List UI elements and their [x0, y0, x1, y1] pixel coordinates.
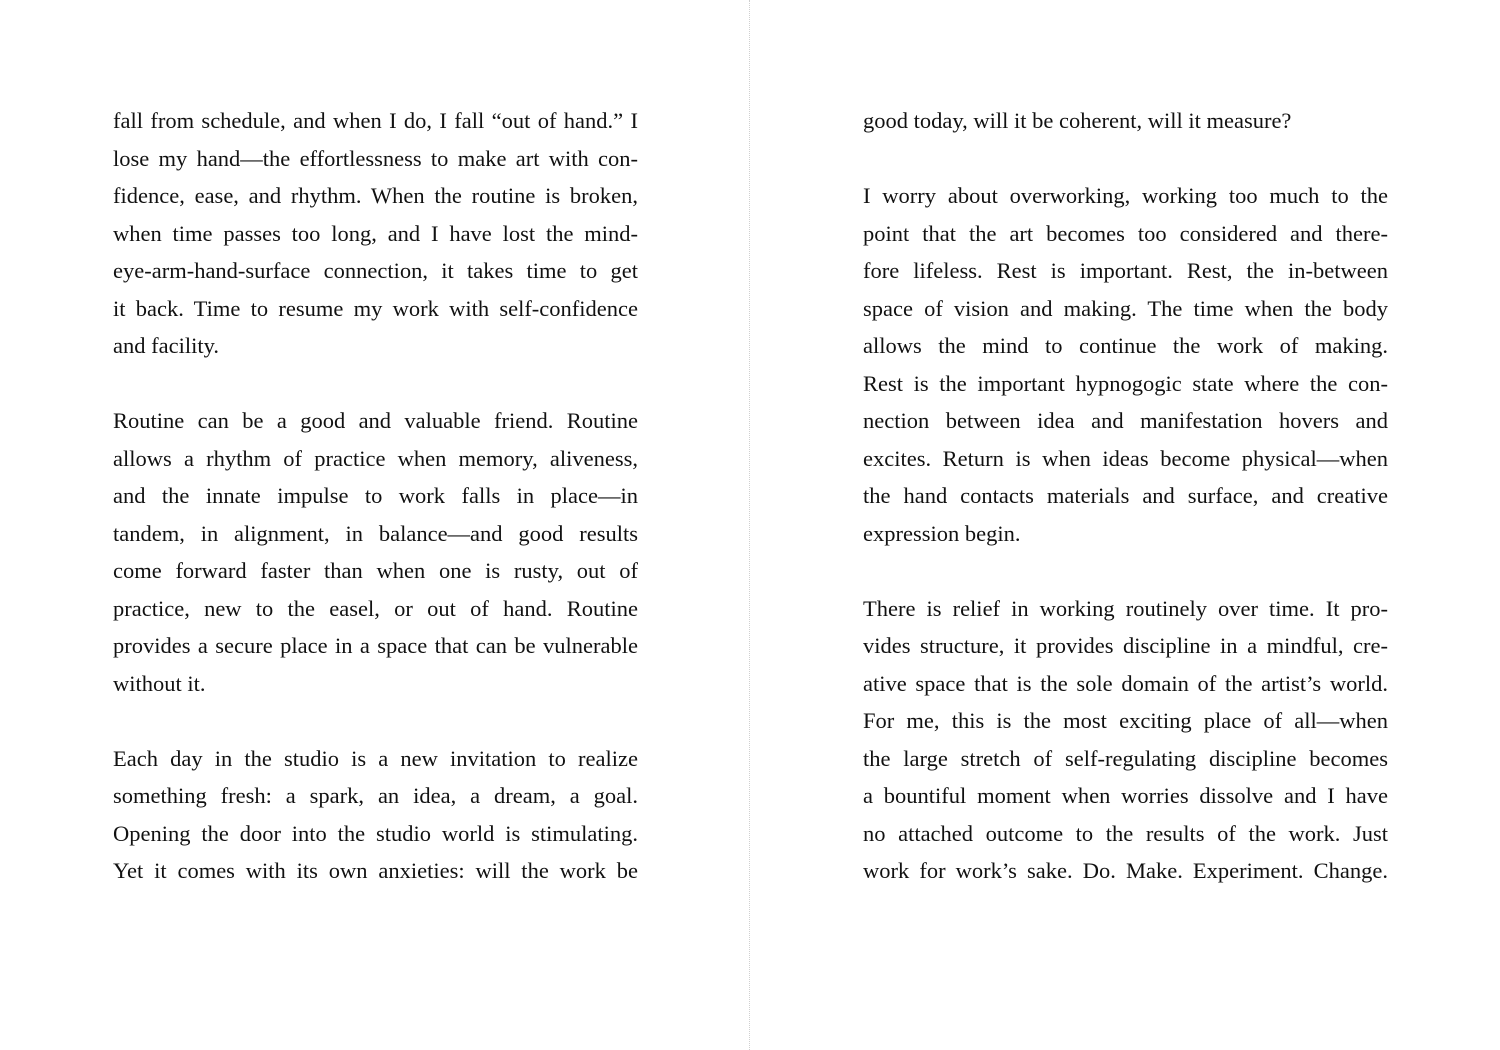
paragraph-break [113, 702, 638, 740]
text-line: Yet it comes with its own anxieties: will the work be [113, 858, 638, 883]
text-line: provides a secure place in a space that can be vulnerable [113, 633, 638, 658]
text-line: Each day in the studio is a new invitation to realize [113, 745, 638, 771]
text-line: eye-arm-hand-surface connection, it takes time to get [113, 258, 638, 283]
text-line: tandem, in alignment, in balance—and good results [113, 520, 638, 546]
text-line: fidence, ease, and rhythm. When the routine is broken, [113, 183, 638, 208]
text-line: no attached outcome to the results of the work. Just [863, 820, 1388, 846]
text-line: I worry about overworking, working too much to the [863, 183, 1388, 208]
text-line: and facility. [113, 333, 219, 358]
text-line: when time passes too long, and I have lost the mind- [113, 220, 638, 246]
text-line: Rest is the important hypnogogic state where the con- [863, 370, 1388, 396]
paragraph-break [863, 552, 1388, 590]
text-line: ative space that is the sole domain of the artist’s world. [863, 670, 1388, 696]
right-page-text [863, 102, 1388, 890]
right-page [750, 0, 1500, 1050]
text-line: Opening the door into the studio world is stimulating. [113, 820, 638, 846]
text-line: the large stretch of self-regulating discipline becomes [863, 745, 1388, 771]
text-line: work for work’s sake. Do. Make. Experiment. Change. [863, 858, 1388, 883]
paragraph-break [863, 140, 1388, 178]
text-line: For me, this is the most exciting place of all—when [863, 708, 1388, 733]
text-line: There is relief in working routinely over time. It pro- [863, 595, 1388, 621]
text-line: allows the mind to continue the work of making. [863, 333, 1388, 358]
paragraph-break [113, 365, 638, 403]
text-line: good today, will it be coherent, will it measure? [863, 108, 1292, 133]
left-page-text [113, 102, 638, 890]
text-line: point that the art becomes too considered and there- [863, 220, 1388, 246]
text-line: it back. Time to resume my work with self-confidence [113, 295, 638, 321]
text-line: a bountiful moment when worries dissolve and I have [863, 783, 1388, 808]
text-line: and the innate impulse to work falls in place—in [113, 483, 638, 508]
text-line: expression begin. [863, 520, 1021, 546]
text-line: without it. [113, 670, 206, 696]
text-line: nection between idea and manifestation hovers and [863, 408, 1388, 433]
text-line: fall from schedule, and when I do, I fall “out of hand.” I [113, 108, 638, 133]
text-line: excites. Return is when ideas become physical—when [863, 445, 1388, 471]
text-line: practice, new to the easel, or out of hand. Routine [113, 595, 638, 621]
text-line: something fresh: a spark, an idea, a dream, a goal. [113, 783, 638, 808]
text-line: space of vision and making. The time when the body [863, 295, 1388, 321]
text-line: lose my hand—the effortlessness to make art with con- [113, 145, 638, 171]
text-line: allows a rhythm of practice when memory, aliveness, [113, 445, 638, 471]
text-line: vides structure, it provides discipline in a mindful, cre- [863, 633, 1388, 658]
text-line: the hand contacts materials and surface, and creative [863, 483, 1388, 508]
text-line: come forward faster than when one is rusty, out of [113, 558, 638, 583]
text-line: Routine can be a good and valuable friend. Routine [113, 408, 638, 433]
text-line: fore lifeless. Rest is important. Rest, the in-between [863, 258, 1388, 283]
